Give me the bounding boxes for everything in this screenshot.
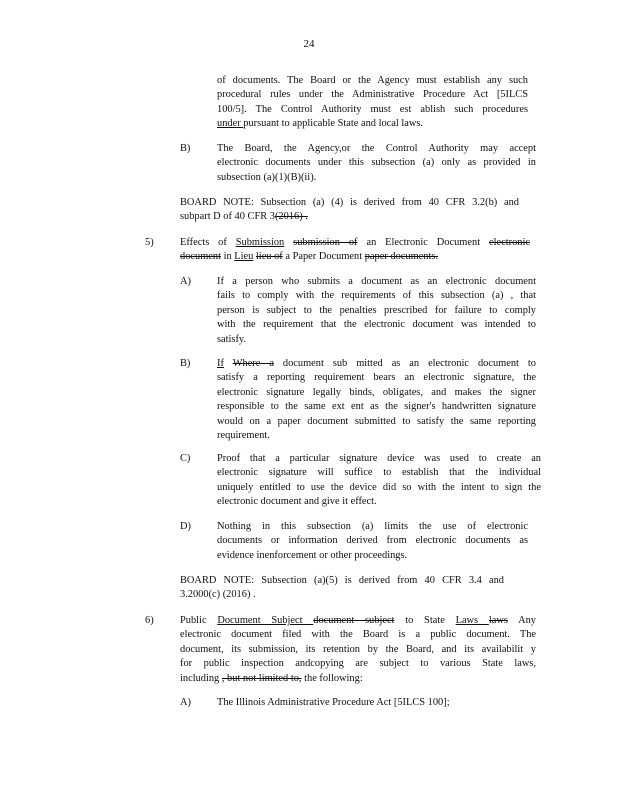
text-run: uniquely entitled to use the device did so with the intent to sign the	[217, 481, 541, 493]
page-number: 24	[303, 38, 315, 50]
struck-text: Where a	[232, 358, 274, 369]
text-line	[217, 289, 536, 302]
text-line	[217, 74, 528, 87]
struck-text: lieu of	[255, 251, 283, 263]
inserted-text: under	[217, 118, 244, 130]
text-line	[217, 171, 536, 184]
text-line	[217, 142, 536, 155]
text-line	[180, 643, 536, 656]
text-run: electronic signature legally binds, obligates, and makes the signer	[217, 386, 536, 398]
text-run: The Board, the Agency,or the Control Authority may accept	[217, 143, 536, 154]
text-run: Any	[507, 615, 536, 626]
text-line	[180, 614, 536, 627]
text-run: BOARD NOTE: Subsection (a) (4) is derived from 40 CFR 3.2(b) and	[180, 197, 519, 208]
text-run: a Paper Document	[282, 251, 365, 263]
text-line	[180, 588, 504, 601]
text-line	[217, 495, 541, 508]
text-run: If a person who submits a document as an electronic document	[217, 276, 536, 287]
text-line	[180, 628, 536, 641]
struck-text: submission of	[293, 237, 358, 248]
text-run: would on a paper document submitted to satisfy the same reporting	[217, 415, 536, 427]
text-line	[217, 117, 528, 130]
item-label: 5)	[145, 237, 154, 248]
text-run: in	[220, 251, 235, 263]
text-run: pursuant to applicable State and local laws.	[243, 118, 424, 130]
text-run: Nothing in this subsection (a) limits the use of electronic	[217, 521, 528, 532]
text-run: an Electronic Document	[357, 237, 490, 248]
struck-text: document subject	[313, 615, 395, 626]
text-line	[217, 400, 536, 413]
text-run: of documents. The Board or the Agency must establish any such	[217, 75, 528, 86]
struck-text: electronic	[489, 237, 530, 248]
struck-text: , but not limited to,	[221, 672, 302, 684]
text-line	[217, 534, 528, 547]
text-run: satisfy.	[217, 333, 247, 345]
text-line	[217, 371, 536, 384]
text-run: subpart D of 40 CFR 3	[180, 211, 275, 223]
text-run: the following:	[301, 672, 363, 684]
item-label: D)	[180, 521, 191, 532]
text-line	[217, 415, 536, 428]
text-run: document sub mitted as an electronic document to	[273, 358, 536, 369]
text-line	[217, 103, 528, 116]
inserted-text: Document Subject	[217, 615, 314, 626]
text-run: document, its submission, its retention by the Board, and its availabilit y	[180, 643, 536, 655]
text-line	[180, 574, 504, 587]
text-run: subsection (a)(1)(B)(ii).	[217, 171, 317, 183]
text-run	[284, 237, 293, 248]
text-run: procedural rules under the Administrative Procedure Act [5ILCS	[217, 89, 528, 101]
text-line	[180, 196, 519, 209]
item-label: B)	[180, 143, 191, 154]
text-run: for public inspection andcopying are subject to various State laws,	[180, 658, 536, 670]
text-line	[180, 672, 536, 685]
text-run: 3.2000(c) (2016) .	[180, 589, 256, 601]
text-run: evidence inenforcement or other proceedings.	[217, 549, 408, 561]
text-line	[180, 236, 530, 249]
text-line	[217, 275, 536, 288]
struck-text: paper documents.	[364, 251, 439, 263]
item-label: B)	[180, 358, 191, 369]
text-line	[217, 549, 528, 562]
text-run: fails to comply with the requirements of this subsection (a) , that	[217, 290, 536, 302]
text-run: to State	[394, 615, 456, 626]
text-run: BOARD NOTE: Subsection (a)(5) is derived from 40 CFR 3.4 and	[180, 575, 504, 586]
text-run: responsible to the same ext ent as the signer's handwritten signature	[217, 401, 536, 413]
inserted-text: Laws	[455, 615, 489, 626]
text-line	[217, 357, 536, 370]
text-run: Effects of	[180, 237, 236, 248]
text-line	[180, 657, 536, 670]
text-run: electronic signature will suffice to establish that the individual	[217, 467, 541, 479]
text-run: 100/5]. The Control Authority must est ablish such procedures	[217, 103, 528, 115]
text-line	[217, 452, 541, 465]
text-line	[217, 481, 541, 494]
text-line	[180, 250, 530, 263]
item-label: A)	[180, 697, 191, 708]
text-run: satisfy a reporting requirement bears an electronic signature, the	[217, 372, 536, 384]
text-run: The Illinois Administrative Procedure Act [5ILCS 100];	[217, 697, 450, 708]
inserted-text: Submission	[235, 237, 285, 248]
struck-text: laws	[488, 615, 508, 626]
item-label: C)	[180, 453, 191, 464]
struck-text: document	[180, 251, 221, 263]
text-line	[217, 88, 528, 101]
item-label: A)	[180, 276, 191, 287]
text-line	[217, 520, 528, 533]
text-line	[217, 304, 536, 317]
text-run: electronic document and give it effect.	[217, 496, 377, 508]
text-line	[217, 156, 536, 169]
text-run: requirement.	[217, 430, 270, 441]
text-line	[217, 429, 536, 442]
text-line	[180, 210, 519, 223]
item-label: 6)	[145, 615, 154, 626]
text-run: including	[180, 672, 222, 684]
text-run: with the requirement that the electronic document was intended to	[217, 319, 536, 331]
text-line	[217, 386, 536, 399]
text-line	[217, 696, 485, 709]
text-run: electronic documents under this subsection (a) only as provided in	[217, 157, 536, 169]
text-line	[217, 318, 536, 331]
text-run: documents or information derived from electronic documents as	[217, 535, 528, 547]
text-run: electronic document filed with the Board is a public document. The	[180, 629, 536, 641]
text-run: Proof that a particular signature device was used to create an	[217, 453, 541, 464]
text-run: person is subject to the penalties prescribed for failure to comply	[217, 304, 536, 316]
inserted-text: Lieu	[234, 251, 254, 263]
text-run: Public	[180, 615, 218, 626]
text-line	[217, 466, 541, 479]
text-run	[224, 358, 233, 369]
inserted-text: If	[217, 358, 224, 369]
struck-text: (2016) .	[274, 211, 308, 223]
text-line	[217, 333, 536, 346]
